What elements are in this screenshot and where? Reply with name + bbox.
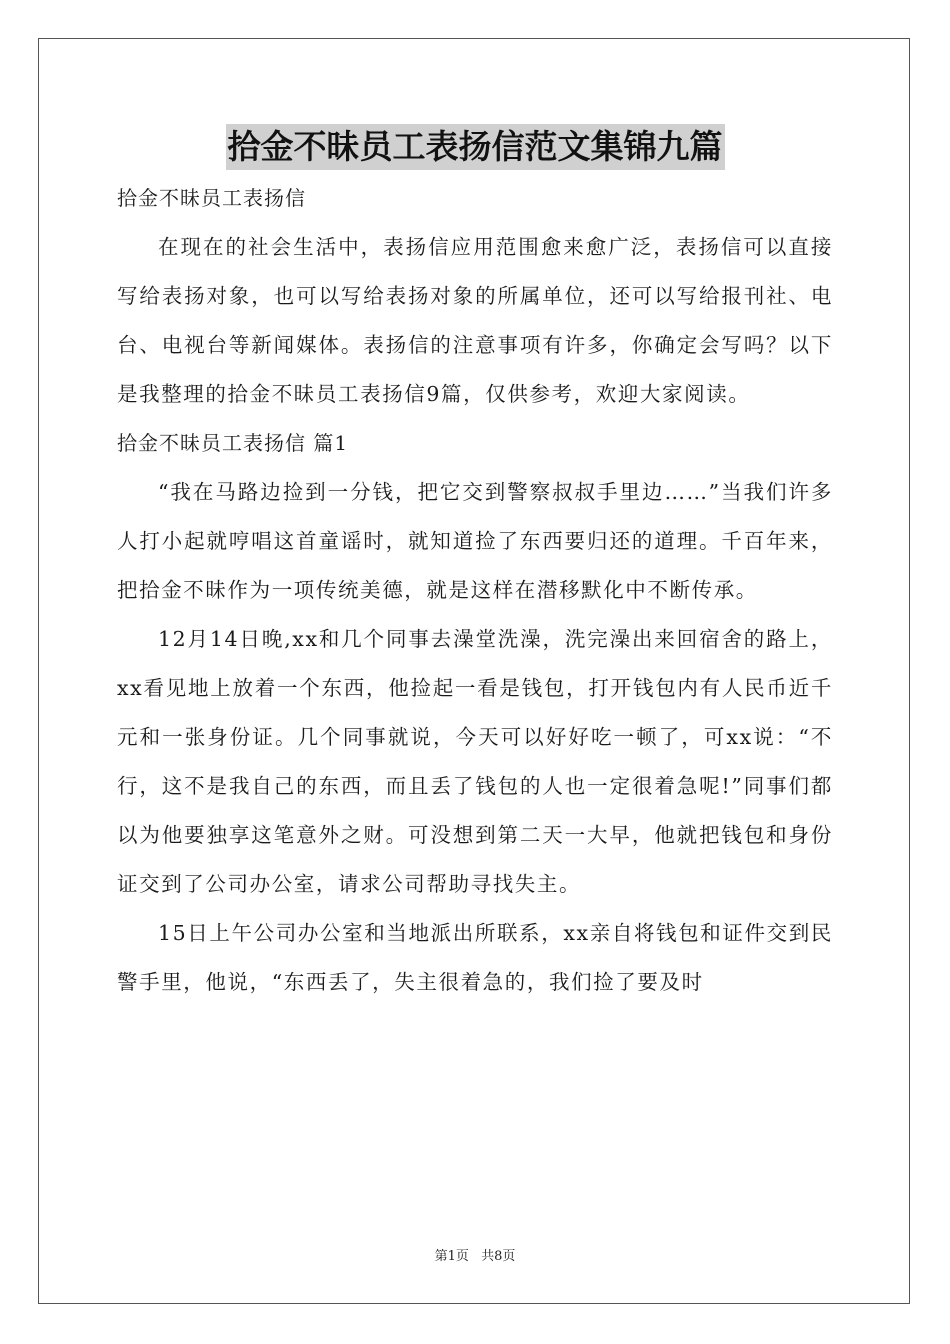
page-number: 第1页	[434, 1249, 469, 1264]
section-heading: 拾金不昧员工表扬信 篇1	[117, 431, 349, 455]
intro-paragraph: 在现在的社会生活中，表扬信应用范围愈来愈广泛，表扬信可以直接写给表扬对象，也可以写给表扬对象的所属单位，还可以写给报刊社、电台、电视台等新闻媒体。表扬信的注意事项有许多，你确定会写吗？以下是我整理的拾金不昧员工表扬信9篇，仅供参考，欢迎大家阅读。	[117, 235, 833, 406]
body-paragraph: “我在马路边捡到一分钱，把它交到警察叔叔手里边……”当我们许多人打小起就哼唱这首童谣时，就知道捡了东西要归还的道理。千百年来，把拾金不昧作为一项传统美德，就是这样在潜移默化中不断传承。	[117, 480, 833, 602]
page-footer	[0, 1245, 950, 1264]
document-title: 拾金不昧员工表扬信范文集锦九篇	[226, 124, 725, 170]
section-heading: 拾金不昧员工表扬信	[117, 186, 306, 210]
body-paragraph: 12月14日晚,xx和几个同事去澡堂洗澡，洗完澡出来回宿舍的路上，xx看见地上放着一个东西，他捡起一看是钱包，打开钱包内有人民币近千元和一张身份证。几个同事就说，今天可以好好吃一顿了，可xx说：“不行，这不是我自己的东西，而且丢了钱包的人也一定很着急呢!”同事们都以为他要独享这笔意外之财。可没想到第二天一大早，他就把钱包和身份证交到了公司办公室，请求公司帮助寻找失主。	[117, 627, 833, 896]
document-body	[117, 174, 833, 1007]
page-total: 共8页	[481, 1249, 516, 1264]
body-paragraph: 15日上午公司办公室和当地派出所联系，xx亲自将钱包和证件交到民警手里，他说，“东西丢了，失主很着急的，我们捡了要及时	[117, 921, 833, 994]
title-container	[0, 124, 950, 170]
